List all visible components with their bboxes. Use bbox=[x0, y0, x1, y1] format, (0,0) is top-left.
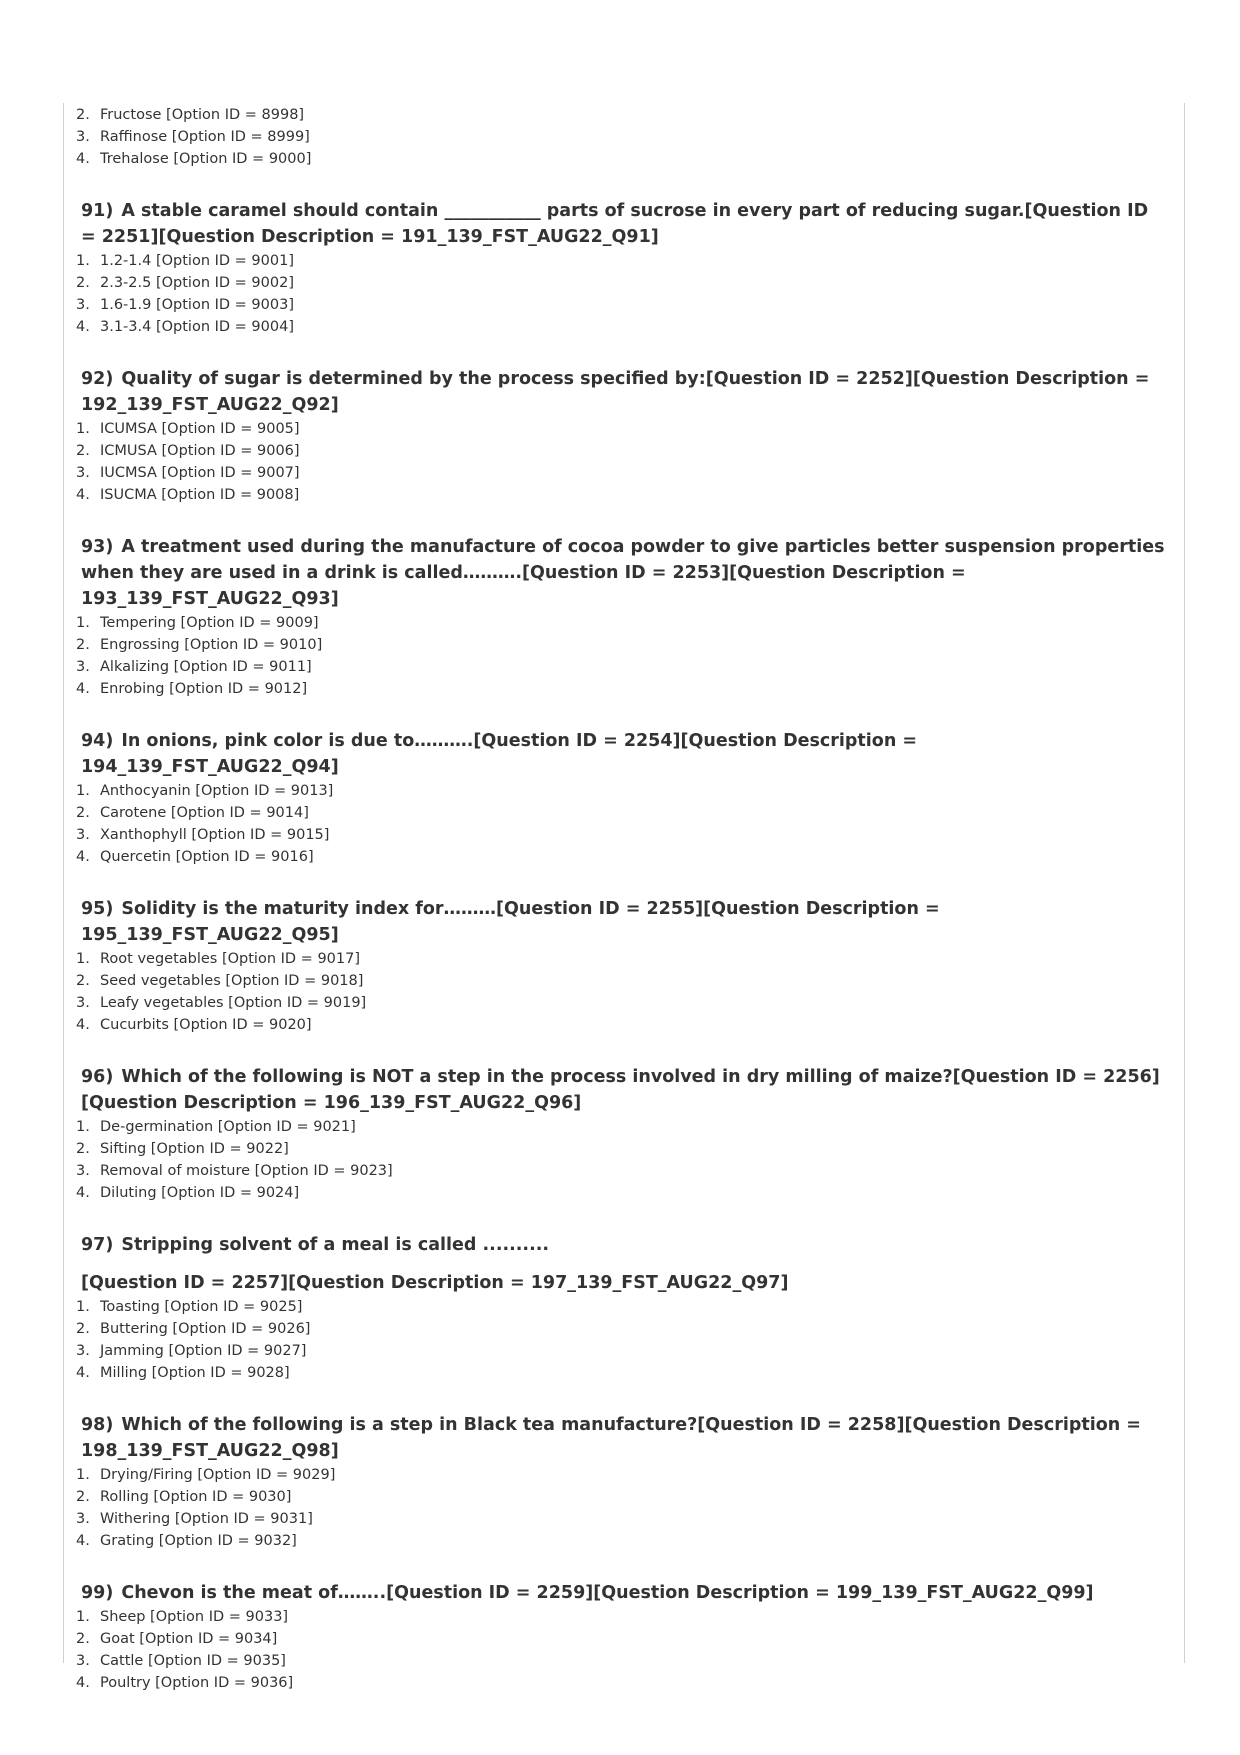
option-text: Engrossing [Option ID = 9010] bbox=[100, 637, 323, 653]
option-text: Grating [Option ID = 9032] bbox=[100, 1533, 297, 1549]
option-number: 4. bbox=[76, 1185, 90, 1201]
question-text bbox=[76, 1580, 1166, 1606]
question-95 bbox=[76, 896, 1166, 1036]
option-text: Leafy vegetables [Option ID = 9019] bbox=[100, 995, 367, 1011]
question-number: 97) bbox=[81, 1235, 114, 1255]
option-number: 4. bbox=[76, 487, 90, 503]
option-text: Drying/Firing [Option ID = 9029] bbox=[100, 1467, 336, 1483]
option-item bbox=[76, 104, 1166, 126]
option-number: 4. bbox=[76, 151, 90, 167]
option-number: 2. bbox=[76, 107, 90, 123]
option-number: 2. bbox=[76, 1141, 90, 1157]
option-number: 2. bbox=[76, 1631, 90, 1647]
option-item bbox=[76, 634, 1166, 656]
option-item bbox=[76, 1296, 1166, 1318]
question-body: Solidity is the maturity index for………[Question ID = 2255][Question Description = 195_139_FST_AUG22_Q95] bbox=[81, 899, 940, 945]
question-text bbox=[76, 534, 1166, 612]
question-body: Stripping solvent of a meal is called .......... bbox=[121, 1235, 550, 1255]
question-number: 98) bbox=[81, 1415, 114, 1435]
option-text: Root vegetables [Option ID = 9017] bbox=[100, 951, 361, 967]
option-item bbox=[76, 1464, 1166, 1486]
option-text: Seed vegetables [Option ID = 9018] bbox=[100, 973, 364, 989]
option-number: 2. bbox=[76, 443, 90, 459]
option-list bbox=[76, 1606, 1166, 1694]
leading-options bbox=[76, 104, 1166, 170]
option-item bbox=[76, 780, 1166, 802]
option-number: 4. bbox=[76, 849, 90, 865]
question-body: A treatment used during the manufacture of cocoa powder to give particles better suspension properties when they are used in a drink is called……….[Question ID = 2253][Question Description = 193_139_FST_AUG22_Q93] bbox=[81, 537, 1165, 609]
question-number: 91) bbox=[81, 201, 114, 221]
question-body: In onions, pink color is due to……….[Question ID = 2254][Question Description = 194_139_FST_AUG22_Q94] bbox=[81, 731, 918, 777]
option-number: 3. bbox=[76, 129, 90, 145]
option-number: 1. bbox=[76, 421, 90, 437]
option-number: 4. bbox=[76, 1533, 90, 1549]
option-number: 3. bbox=[76, 659, 90, 675]
question-text bbox=[76, 1064, 1166, 1116]
option-item bbox=[76, 1182, 1166, 1204]
question-96 bbox=[76, 1064, 1166, 1204]
question-body: A stable caramel should contain ___________ parts of sucrose in every part of reducing sugar.[Question ID = 2251][Question Description = 191_139_FST_AUG22_Q91] bbox=[81, 201, 1149, 247]
question-number: 94) bbox=[81, 731, 114, 751]
option-number: 3. bbox=[76, 1511, 90, 1527]
option-item bbox=[76, 316, 1166, 338]
question-text bbox=[76, 1232, 1166, 1258]
option-number: 3. bbox=[76, 1343, 90, 1359]
option-number: 3. bbox=[76, 465, 90, 481]
option-text: Sifting [Option ID = 9022] bbox=[100, 1141, 289, 1157]
option-number: 1. bbox=[76, 253, 90, 269]
option-number: 1. bbox=[76, 1119, 90, 1135]
option-number: 1. bbox=[76, 1609, 90, 1625]
option-text: 3.1-3.4 [Option ID = 9004] bbox=[100, 319, 294, 335]
option-item bbox=[76, 462, 1166, 484]
option-text: Rolling [Option ID = 9030] bbox=[100, 1489, 292, 1505]
option-text: Toasting [Option ID = 9025] bbox=[100, 1299, 303, 1315]
option-number: 3. bbox=[76, 995, 90, 1011]
question-reference: [Question ID = 2257][Question Description = 197_139_FST_AUG22_Q97] bbox=[81, 1273, 789, 1293]
option-item bbox=[76, 802, 1166, 824]
option-number: 1. bbox=[76, 783, 90, 799]
option-number: 4. bbox=[76, 1017, 90, 1033]
option-text: Sheep [Option ID = 9033] bbox=[100, 1609, 289, 1625]
option-text: Buttering [Option ID = 9026] bbox=[100, 1321, 311, 1337]
question-number: 95) bbox=[81, 899, 114, 919]
question-98 bbox=[76, 1412, 1166, 1552]
question-91 bbox=[76, 198, 1166, 338]
option-text: 1.2-1.4 [Option ID = 9001] bbox=[100, 253, 294, 269]
option-text: Enrobing [Option ID = 9012] bbox=[100, 681, 308, 697]
option-number: 3. bbox=[76, 1653, 90, 1669]
option-text: Xanthophyll [Option ID = 9015] bbox=[100, 827, 330, 843]
option-number: 1. bbox=[76, 615, 90, 631]
option-text: Diluting [Option ID = 9024] bbox=[100, 1185, 300, 1201]
option-text: Jamming [Option ID = 9027] bbox=[100, 1343, 307, 1359]
option-number: 2. bbox=[76, 275, 90, 291]
question-text bbox=[76, 1412, 1166, 1464]
question-text bbox=[76, 366, 1166, 418]
option-item bbox=[76, 418, 1166, 440]
option-item bbox=[76, 484, 1166, 506]
option-item bbox=[76, 1672, 1166, 1694]
option-text: Fructose [Option ID = 8998] bbox=[100, 107, 305, 123]
option-number: 2. bbox=[76, 1321, 90, 1337]
option-item bbox=[76, 1340, 1166, 1362]
question-94 bbox=[76, 728, 1166, 868]
question-text bbox=[76, 728, 1166, 780]
option-list bbox=[76, 1116, 1166, 1204]
question-text bbox=[76, 198, 1166, 250]
option-text: Milling [Option ID = 9028] bbox=[100, 1365, 290, 1381]
option-item bbox=[76, 1362, 1166, 1384]
option-item bbox=[76, 294, 1166, 316]
option-text: Raffinose [Option ID = 8999] bbox=[100, 129, 310, 145]
option-text: Cucurbits [Option ID = 9020] bbox=[100, 1017, 312, 1033]
option-item bbox=[76, 1318, 1166, 1340]
option-text: Tempering [Option ID = 9009] bbox=[100, 615, 319, 631]
question-97 bbox=[76, 1232, 1166, 1384]
option-item bbox=[76, 1138, 1166, 1160]
option-list bbox=[76, 612, 1166, 700]
question-number: 92) bbox=[81, 369, 114, 389]
option-number: 4. bbox=[76, 681, 90, 697]
option-text: 2.3-2.5 [Option ID = 9002] bbox=[100, 275, 294, 291]
option-text: Trehalose [Option ID = 9000] bbox=[100, 151, 312, 167]
question-body: Chevon is the meat of……..[Question ID = 2259][Question Description = 199_139_FST_AUG22_Q99] bbox=[121, 1583, 1094, 1603]
option-number: 1. bbox=[76, 1299, 90, 1315]
option-number: 3. bbox=[76, 1163, 90, 1179]
question-number: 93) bbox=[81, 537, 114, 557]
option-item bbox=[76, 440, 1166, 462]
option-text: ICUMSA [Option ID = 9005] bbox=[100, 421, 300, 437]
question-body: Quality of sugar is determined by the process specified by:[Question ID = 2252][Question Description = 192_139_FST_AUG22_Q92] bbox=[81, 369, 1150, 415]
question-number: 96) bbox=[81, 1067, 114, 1087]
option-text: Quercetin [Option ID = 9016] bbox=[100, 849, 314, 865]
option-number: 2. bbox=[76, 973, 90, 989]
option-text: Poultry [Option ID = 9036] bbox=[100, 1675, 294, 1691]
option-item bbox=[76, 1160, 1166, 1182]
option-item bbox=[76, 250, 1166, 272]
option-text: Anthocyanin [Option ID = 9013] bbox=[100, 783, 334, 799]
option-text: ISUCMA [Option ID = 9008] bbox=[100, 487, 300, 503]
option-item bbox=[76, 1486, 1166, 1508]
option-item bbox=[76, 1508, 1166, 1530]
option-number: 3. bbox=[76, 827, 90, 843]
option-text: Cattle [Option ID = 9035] bbox=[100, 1653, 286, 1669]
option-item bbox=[76, 1014, 1166, 1036]
option-item bbox=[76, 970, 1166, 992]
option-item bbox=[76, 824, 1166, 846]
question-text bbox=[76, 896, 1166, 948]
option-list bbox=[76, 780, 1166, 868]
option-list bbox=[76, 948, 1166, 1036]
option-list bbox=[76, 418, 1166, 506]
option-list bbox=[76, 1296, 1166, 1384]
option-list bbox=[76, 1464, 1166, 1552]
option-item bbox=[76, 1606, 1166, 1628]
option-item bbox=[76, 1530, 1166, 1552]
option-item bbox=[76, 1650, 1166, 1672]
option-item bbox=[76, 846, 1166, 868]
question-body: Which of the following is a step in Black tea manufacture?[Question ID = 2258][Question Description = 198_139_FST_AUG22_Q98] bbox=[81, 1415, 1141, 1461]
option-item bbox=[76, 948, 1166, 970]
option-text: IUCMSA [Option ID = 9007] bbox=[100, 465, 300, 481]
option-item bbox=[76, 612, 1166, 634]
question-list bbox=[76, 104, 1166, 1694]
option-number: 4. bbox=[76, 1365, 90, 1381]
question-92 bbox=[76, 366, 1166, 506]
question-93 bbox=[76, 534, 1166, 700]
option-text: De-germination [Option ID = 9021] bbox=[100, 1119, 356, 1135]
option-number: 2. bbox=[76, 1489, 90, 1505]
question-number: 99) bbox=[81, 1583, 114, 1603]
option-list bbox=[76, 250, 1166, 338]
option-text: Goat [Option ID = 9034] bbox=[100, 1631, 278, 1647]
option-number: 4. bbox=[76, 1675, 90, 1691]
option-text: ICMUSA [Option ID = 9006] bbox=[100, 443, 300, 459]
option-text: Carotene [Option ID = 9014] bbox=[100, 805, 309, 821]
option-item bbox=[76, 678, 1166, 700]
option-item bbox=[76, 1116, 1166, 1138]
option-item bbox=[76, 1628, 1166, 1650]
option-number: 3. bbox=[76, 297, 90, 313]
option-text: 1.6-1.9 [Option ID = 9003] bbox=[100, 297, 294, 313]
option-item bbox=[76, 992, 1166, 1014]
question-99 bbox=[76, 1580, 1166, 1694]
option-number: 4. bbox=[76, 319, 90, 335]
option-item bbox=[76, 656, 1166, 678]
option-text: Withering [Option ID = 9031] bbox=[100, 1511, 313, 1527]
option-item bbox=[76, 148, 1166, 170]
option-number: 2. bbox=[76, 637, 90, 653]
option-text: Alkalizing [Option ID = 9011] bbox=[100, 659, 312, 675]
option-number: 1. bbox=[76, 951, 90, 967]
question-body: Which of the following is NOT a step in the process involved in dry milling of maize?[Question ID = 2256][Question Description = 196_139_FST_AUG22_Q96] bbox=[81, 1067, 1160, 1113]
option-number: 2. bbox=[76, 805, 90, 821]
option-item bbox=[76, 126, 1166, 148]
option-text: Removal of moisture [Option ID = 9023] bbox=[100, 1163, 393, 1179]
option-item bbox=[76, 272, 1166, 294]
option-number: 1. bbox=[76, 1467, 90, 1483]
